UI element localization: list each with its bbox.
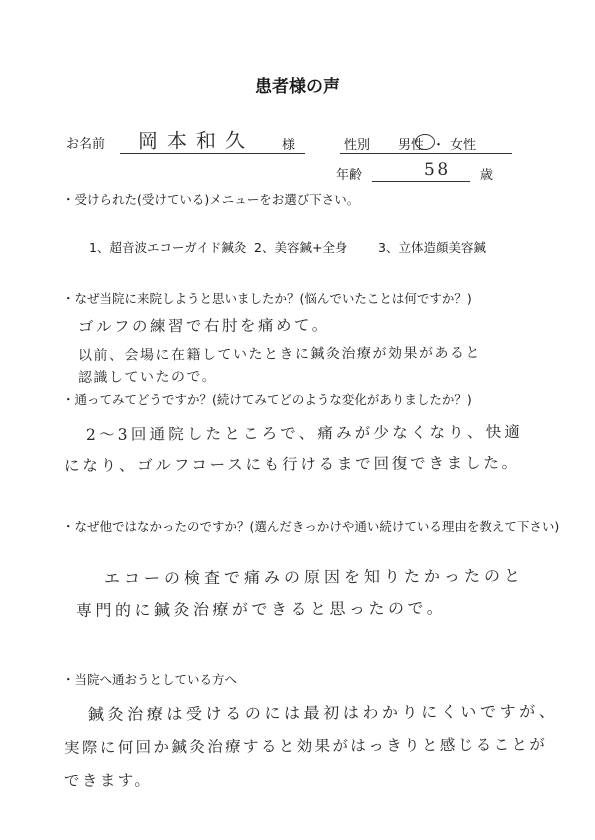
answer-1-line-3: 認識していたので。 [77, 369, 218, 386]
menu-option-3: 3、立体造顔美容鍼 [378, 240, 486, 255]
menu-option-2: 2、美容鍼+全身 [254, 240, 348, 255]
gender-underline [340, 153, 512, 154]
answer-4-line-2: 実際に何回か鍼灸治療すると効果がはっきりと感じることが [63, 735, 548, 757]
name-underline [120, 153, 305, 154]
name-label: お名前 [66, 137, 106, 152]
answer-3-line-2: 専門的に鍼灸治療ができると思ったので。 [75, 598, 447, 620]
question-4: ・当院へ通おうとしている方へ [62, 672, 238, 687]
answer-1-line-1: ゴルフの練習で右肘を痛めて。 [77, 316, 330, 336]
answer-4-line-1: 鍼灸治療は受けるのには最初はわかりにくいですが、 [87, 701, 559, 724]
gender-male: 男性 [398, 138, 425, 153]
gender-separator: ・ [432, 138, 446, 153]
age-label: 年齢 [336, 168, 363, 183]
gender-label: 性別 [344, 138, 371, 153]
menu-option-1: 1、超音波エコーガイド鍼灸 [89, 240, 247, 255]
answer-3-line-1: エコーの検査で痛みの原因を知りたかったのと [103, 566, 525, 588]
age-suffix: 歳 [480, 168, 494, 183]
name-value: 岡本和久 [137, 128, 255, 153]
question-2: ・通ってみてどうですか？(続けてみてどのような変化がありましたか？) [62, 392, 472, 407]
page-title: 患者様の声 [255, 77, 340, 97]
answer-2-line-1: 2～3回通院したところで、痛みが少なくなり、快適 [85, 422, 524, 444]
age-value: 58 [423, 159, 451, 180]
name-suffix: 様 [282, 138, 296, 153]
question-3: ・なぜ他ではなかったのですか？(選んだきっかけや通い続けている理由を教えて下さい) [62, 519, 560, 534]
age-underline [372, 181, 470, 182]
answer-4-line-3: できます。 [63, 771, 153, 790]
question-1: ・なぜ当院に来院しようと思いましたか？(悩んでいたことは何ですか？) [62, 291, 472, 306]
menu-question: ・受けられた(受けている)メニューをお選び下さい。 [62, 192, 360, 207]
answer-2-line-2: になり、ゴルフコースにも行けるまで回復できました。 [63, 453, 521, 475]
gender-female: 女性 [450, 138, 477, 153]
answer-1-line-2: 以前、会場に在籍していたときに鍼灸治療が効果があると [77, 345, 482, 364]
